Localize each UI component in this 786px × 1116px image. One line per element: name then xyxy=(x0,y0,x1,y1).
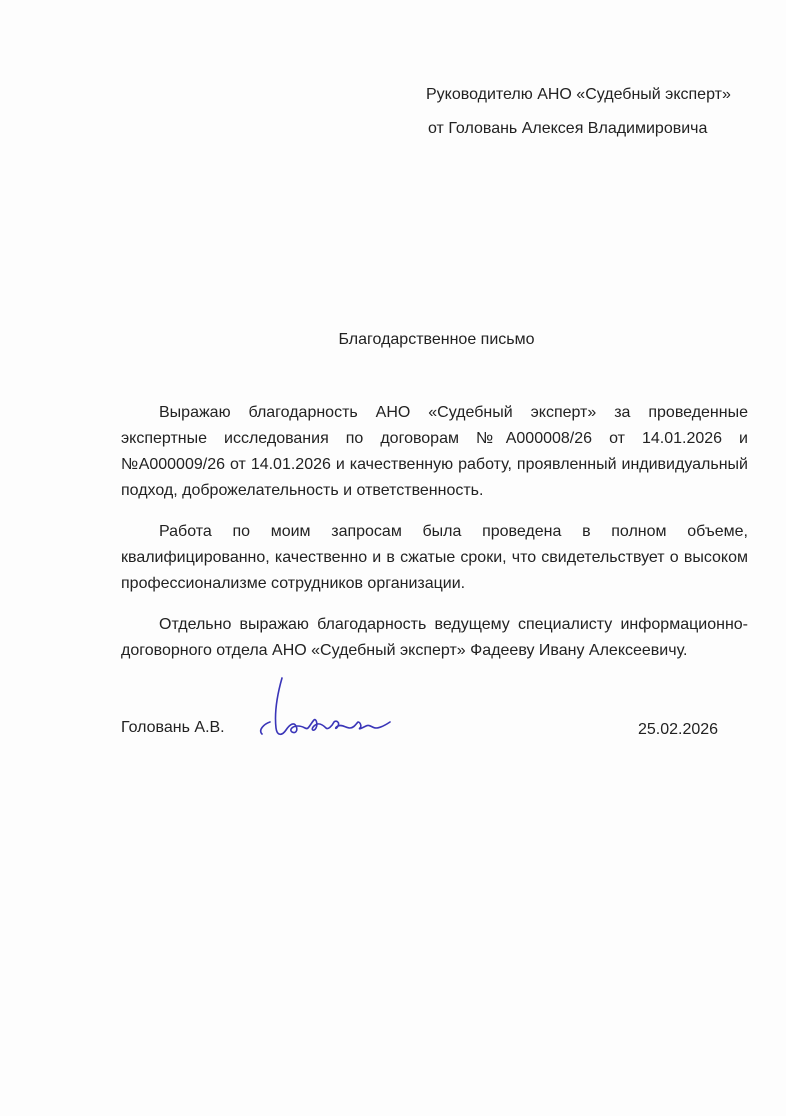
letter-body xyxy=(121,400,748,679)
addressee-from: от Головань Алексея Владимировича xyxy=(428,120,708,137)
signature-date: 25.02.2026 xyxy=(638,721,719,738)
addressee-to: Руководителю АНО «Судебный эксперт» xyxy=(426,86,731,103)
handwritten-signature xyxy=(252,672,402,746)
signer-name: Головань А.В. xyxy=(121,719,225,736)
body-paragraph-2: Работа по моим запросам была проведена в полном объеме, квалифицированно, качественно и в сжатые сроки, что свидетельствует о высоком профессионализме сотрудников организации. xyxy=(121,523,748,592)
body-paragraph-1: Выражаю благодарность АНО «Судебный эксперт» за проведенные экспертные исследования по договорам №А000008/26 от 14.01.2026 и №А000009/26 от 14.01.2026 и качественную работу, проявленный индивидуальный подход, доброжелательность и ответственность. xyxy=(121,404,748,499)
letter-title: Благодарственное письмо xyxy=(338,331,535,348)
addressee-block xyxy=(426,78,731,146)
body-paragraph-3: Отдельно выражаю благодарность ведущему специалисту информационно-договорного отдела АНО «Судебный эксперт» Фадееву Ивану Алексеевичу. xyxy=(121,616,748,659)
